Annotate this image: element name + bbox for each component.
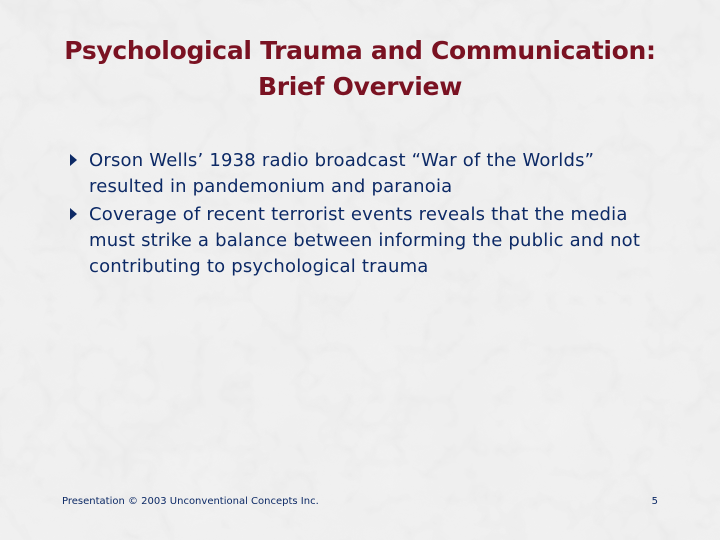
bullet-text: Orson Wells’ 1938 radio broadcast “War of the Worlds” resulted in pandemonium and paranoia xyxy=(89,150,595,197)
bullet-list xyxy=(70,148,670,282)
bullet-text: Coverage of recent terrorist events reveals that the media must strike a balance between informing the public and not contributing to psychological trauma xyxy=(89,204,641,277)
slide-title xyxy=(0,33,720,105)
page-number: 5 xyxy=(651,496,658,507)
slide-title-line-1: Psychological Trauma and Communication: xyxy=(64,36,656,65)
bullet-item xyxy=(70,148,670,200)
slide-title-line-2: Brief Overview xyxy=(257,72,463,101)
footer-copyright: Presentation © 2003 Unconventional Concepts Inc. xyxy=(62,496,319,507)
triangle-right-icon xyxy=(70,154,77,166)
triangle-right-icon xyxy=(70,208,77,220)
bullet-item xyxy=(70,202,670,280)
